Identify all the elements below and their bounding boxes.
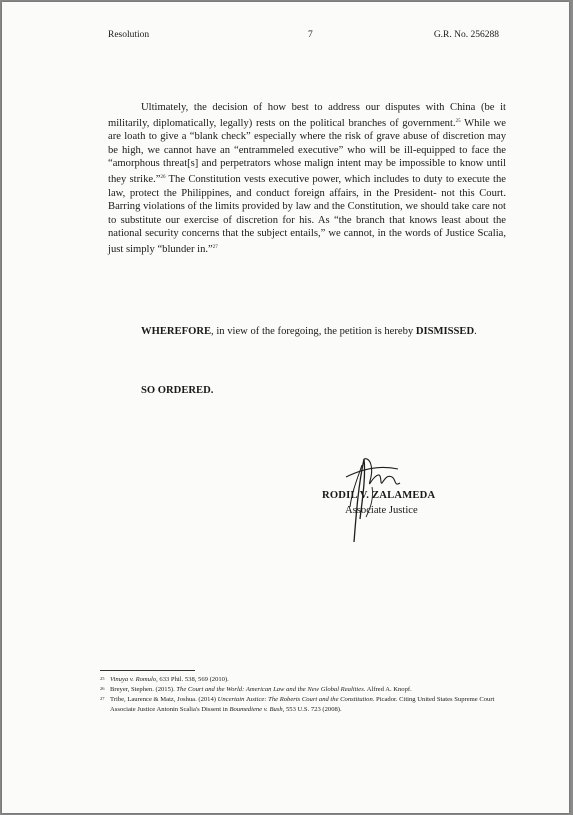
header-case-number: G.R. No. 256288 (433, 30, 499, 40)
so-ordered: SO ORDERED. (141, 385, 214, 396)
body-paragraph (108, 101, 506, 257)
footnote-number: 26 (100, 686, 105, 691)
signatory-name: RODIL V. ZALAMEDA (322, 490, 436, 501)
footnote-separator (100, 670, 195, 671)
dismissed-label: DISMISSED (415, 326, 475, 337)
wherefore-period: . (474, 326, 477, 337)
footnotes-section (100, 675, 506, 715)
paragraph-text-3: The Constitution vests executive power, which includes to duty to execute the law, protect the Philippines, and conduct foreign affairs, in the President- not this Court. Barring violations of the limits provided by law and the Constitution, we should take care not to substitute our exercise of discretion for his. As “the branch that knows least about the national security concerns that the subject entails,” we cannot, in the words of Justice Scalia, just simply “blunder in.” (108, 173, 506, 255)
dispositive-portion (108, 325, 506, 339)
footnote-reporter: , 553 U.S. 723 (2008). (282, 706, 342, 713)
wherefore-text: , in view of the foregoing, the petition is hereby (211, 326, 416, 337)
paragraph-text-2: While we are loath to give a “blank check” especially where the risk of grave abuse of discretion may be high, we cannot have an “entrammeled executive” who will be ill-equipped to face the “amorphous threat[s] and perpetrators whose malign intent may be impossible to know until they strike.” (108, 117, 507, 185)
footnote-citation: , 633 Phil. 538, 569 (2010). (156, 676, 229, 683)
footnote-book-title: Uncertain Justice: The Roberts Court and the Constitution (217, 696, 373, 703)
footnote-citation: . Picador. Citing United States Supreme Court Associate Justice Antonin Scalia's Dissent in (110, 696, 495, 713)
footnote-publisher: . Alfred A. Knopf. (363, 686, 412, 693)
footnote-book-title: The Court and the World: American Law and the New Global Realities (176, 686, 364, 693)
header-document-type: Resolution (108, 30, 150, 40)
footnote-case-title: Boumediene v. Bush (229, 706, 283, 713)
paragraph-ultimately (108, 101, 506, 257)
page-header (108, 30, 499, 44)
document-page (2, 2, 569, 813)
footnote-case-title: Vinuya v. Romulo (110, 676, 157, 683)
footnote-number: 27 (100, 696, 105, 701)
paragraph-text-1: Ultimately, the decision of how best to address our disputes with China (be it militarily, diplomatically, legally) rests on the political branches of government. (108, 102, 506, 129)
footnote-ref-27[interactable]: 27 (212, 244, 218, 250)
footnote-author: Tribe, Laurence & Matz, Joshua. (2014) (110, 696, 218, 703)
footnote-ref-26[interactable]: 26 (160, 174, 166, 180)
wherefore-paragraph (108, 325, 506, 339)
footnote-26 (100, 685, 506, 695)
footnote-25 (100, 675, 506, 685)
header-page-number: 7 (308, 30, 313, 40)
footnote-27 (100, 695, 506, 715)
footnote-number: 25 (100, 676, 105, 681)
signatory-title: Associate Justice (345, 505, 418, 516)
wherefore-label: WHEREFORE (141, 326, 212, 337)
footnote-author: Breyer, Stephen. (2015). (110, 686, 177, 693)
signature-block (302, 447, 502, 547)
footnote-ref-25[interactable]: 25 (455, 118, 461, 124)
